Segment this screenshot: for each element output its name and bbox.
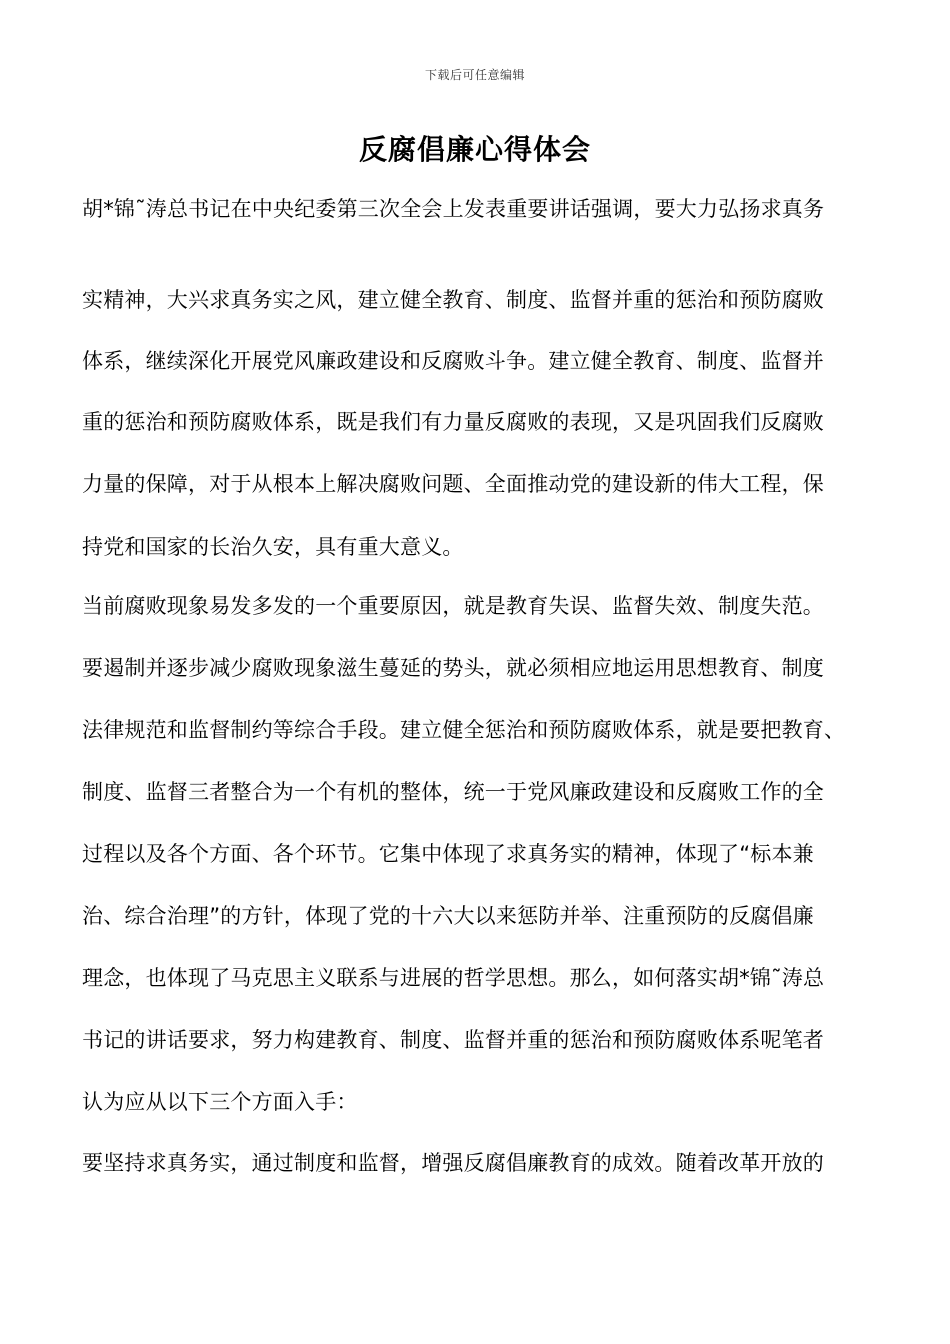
body-line: 体系，继续深化开展党风廉政建设和反腐败斗争。建立健全教育、制度、监督并 xyxy=(82,349,824,373)
body-line: 制度、监督三者整合为一个有机的整体，统一于党风廉政建设和反腐败工作的全 xyxy=(82,780,824,804)
body-line: 理念，也体现了马克思主义联系与进展的哲学思想。那么，如何落实胡*锦˜涛总 xyxy=(82,966,825,990)
body-line: 当前腐败现象易发多发的一个重要原因，就是教育失误、监督失效、制度失范。 xyxy=(82,594,824,618)
body-line: 书记的讲话要求，努力构建教育、制度、监督并重的惩治和预防腐败体系呢笔者 xyxy=(82,1028,824,1052)
body-line: 重的惩治和预防腐败体系，既是我们有力量反腐败的表现，又是巩固我们反腐败 xyxy=(82,410,824,434)
body-line: 认为应从以下三个方面入手： xyxy=(82,1090,358,1114)
body-line: 法律规范和监督制约等综合手段。建立健全惩治和预防腐败体系，就是要把教育、 xyxy=(82,718,846,742)
header-note: 下载后可任意编辑 xyxy=(424,68,525,82)
body-line: 持党和国家的长治久安，具有重大意义。 xyxy=(82,535,464,559)
body-line: 要遏制并逐步减少腐败现象滋生蔓延的势头，就必须相应地运用思想教育、制度 xyxy=(82,656,824,680)
body-line: 实精神，大兴求真务实之风，建立健全教育、制度、监督并重的惩治和预防腐败 xyxy=(82,288,824,312)
document-title: 反腐倡廉心得体会 xyxy=(358,133,591,166)
body-line: 治、综合治理”的方针，体现了党的十六大以来惩防并举、注重预防的反腐倡廉 xyxy=(82,904,814,928)
body-line: 胡*锦˜涛总书记在中央纪委第三次全会上发表重要讲话强调，要大力弘扬求真务 xyxy=(82,197,825,221)
body-line: 力量的保障，对于从根本上解决腐败问题、全面推动党的建设新的伟大工程，保 xyxy=(82,472,824,496)
body-line: 过程以及各个方面、各个环节。它集中体现了求真务实的精神，体现了“标本兼 xyxy=(82,842,814,866)
body-line: 要坚持求真务实，通过制度和监督，增强反腐倡廉教育的成效。随着改革开放的 xyxy=(82,1151,824,1175)
